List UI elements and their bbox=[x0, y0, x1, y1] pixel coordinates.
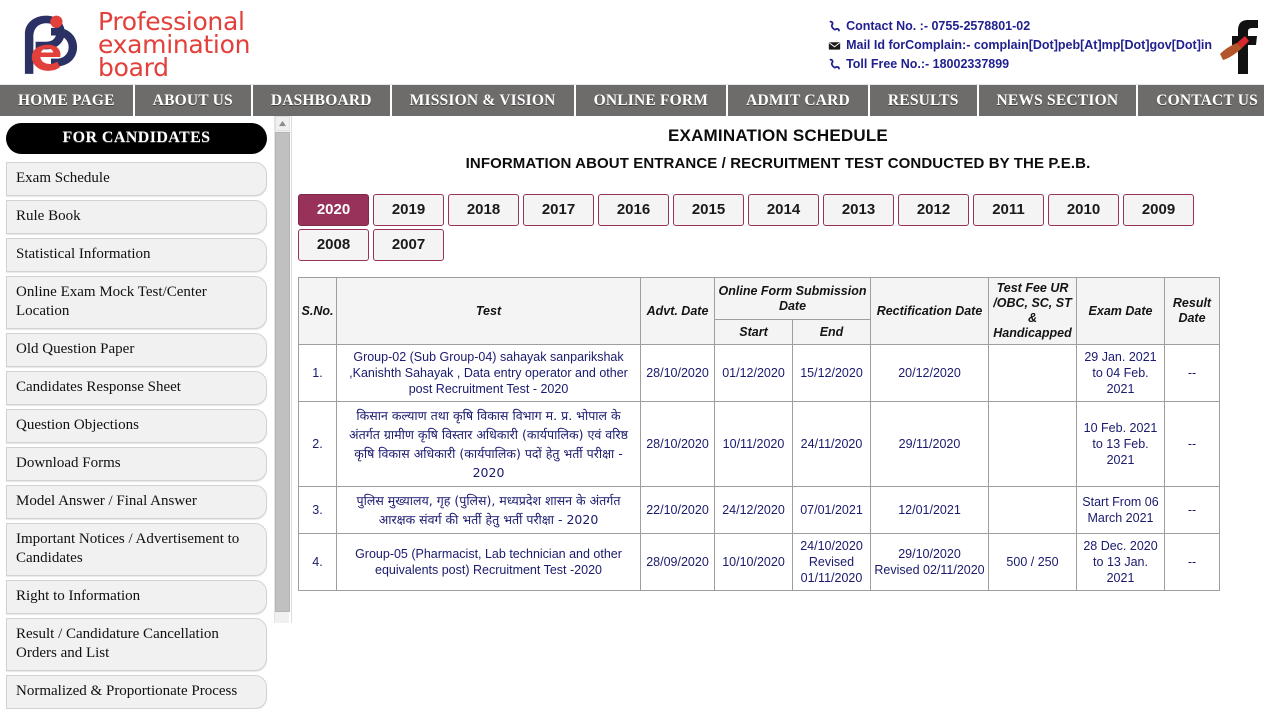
year-tab-2013[interactable]: 2013 bbox=[823, 194, 894, 226]
th-online-form-group: Online Form Submission Date bbox=[715, 278, 871, 320]
year-tab-2008[interactable]: 2008 bbox=[298, 229, 369, 261]
sidebar-item-exam-schedule[interactable]: Exam Schedule bbox=[6, 162, 267, 196]
sidebar-scrollbar[interactable] bbox=[274, 116, 289, 623]
year-tab-2019[interactable]: 2019 bbox=[373, 194, 444, 226]
logo-line-1: Professional bbox=[98, 7, 245, 36]
phone-icon bbox=[828, 20, 841, 33]
year-tab-2020[interactable]: 2020 bbox=[298, 194, 369, 226]
scroll-up-arrow-icon[interactable] bbox=[275, 116, 290, 131]
nav-item-about-us[interactable]: ABOUT US bbox=[135, 85, 253, 116]
th-test: Test bbox=[337, 278, 641, 345]
contact-mail-text: Mail Id forComplain:- complain[Dot]peb[At]mp[Dot]gov[Dot]in bbox=[846, 38, 1212, 52]
year-tab-2011[interactable]: 2011 bbox=[973, 194, 1044, 226]
cell-end: 24/11/2020 bbox=[793, 402, 871, 487]
nav-item-admit-card[interactable]: ADMIT CARD bbox=[728, 85, 870, 116]
table-header-row-1 bbox=[299, 278, 1220, 320]
year-tab-2017[interactable]: 2017 bbox=[523, 194, 594, 226]
cell-test: पुलिस मुख्यालय, गृह (पुलिस), मध्यप्रदेश शासन के अंतर्गत आरक्षक संवर्ग की भर्ती हेतु भर्ती परीक्षा - 2020 bbox=[337, 487, 641, 534]
th-test-fee: Test Fee UR /OBC, SC, ST & Handicapped bbox=[989, 278, 1077, 345]
nav-item-mission-vision[interactable]: MISSION & VISION bbox=[392, 85, 576, 116]
cell-rectification: 29/11/2020 bbox=[871, 402, 989, 487]
mail-icon bbox=[828, 39, 841, 52]
th-exam-date: Exam Date bbox=[1077, 278, 1165, 345]
main-content bbox=[292, 116, 1264, 623]
contact-tollfree-text: Toll Free No.:- 18002337899 bbox=[846, 57, 1010, 71]
cell-sno: 3. bbox=[299, 487, 337, 534]
table-row bbox=[299, 534, 1220, 591]
sidebar-item-old-question-paper[interactable]: Old Question Paper bbox=[6, 333, 267, 367]
cell-sno: 2. bbox=[299, 402, 337, 487]
peb-logo-icon bbox=[12, 11, 90, 77]
site-header bbox=[0, 0, 1264, 85]
cell-test: Group-02 (Sub Group-04) sahayak sanparikshak ,Kanishth Sahayak , Data entry operator and other post Recruitment Test - 2020 bbox=[337, 345, 641, 402]
sidebar-item-right-to-information[interactable]: Right to Information bbox=[6, 580, 267, 614]
contact-phone-text: Contact No. :- 0755-2578801-02 bbox=[846, 19, 1031, 33]
table-row bbox=[299, 487, 1220, 534]
sidebar-item-rule-book[interactable]: Rule Book bbox=[6, 200, 267, 234]
sidebar-item-model-answer[interactable]: Model Answer / Final Answer bbox=[6, 485, 267, 519]
cell-rectification: 20/12/2020 bbox=[871, 345, 989, 402]
cell-start: 10/10/2020 bbox=[715, 534, 793, 591]
sidebar-scrollbar-thumb[interactable] bbox=[275, 132, 290, 612]
th-rectification-date: Rectification Date bbox=[871, 278, 989, 345]
examination-schedule-table bbox=[298, 277, 1220, 591]
year-tab-2012[interactable]: 2012 bbox=[898, 194, 969, 226]
cell-rectification: 12/01/2021 bbox=[871, 487, 989, 534]
sidebar-panel bbox=[0, 116, 292, 699]
contact-info bbox=[828, 17, 1212, 74]
cell-test-fee bbox=[989, 487, 1077, 534]
year-tab-2009[interactable]: 2009 bbox=[1123, 194, 1194, 226]
cell-test: Group-05 (Pharmacist, Lab technician and other equivalents post) Recruitment Test -2020 bbox=[337, 534, 641, 591]
cell-advt-date: 22/10/2020 bbox=[641, 487, 715, 534]
sidebar-item-download-forms[interactable]: Download Forms bbox=[6, 447, 267, 481]
year-tabs[interactable] bbox=[298, 194, 1208, 261]
cell-test-fee bbox=[989, 345, 1077, 402]
contact-phone-line bbox=[828, 17, 1212, 36]
site-logo[interactable] bbox=[12, 7, 251, 82]
cell-result-date: -- bbox=[1165, 402, 1220, 487]
year-tab-2016[interactable]: 2016 bbox=[598, 194, 669, 226]
cell-result-date: -- bbox=[1165, 487, 1220, 534]
th-start: Start bbox=[715, 320, 793, 345]
cell-start: 01/12/2020 bbox=[715, 345, 793, 402]
nav-item-news-section[interactable]: NEWS SECTION bbox=[979, 85, 1139, 116]
cell-exam-date: Start From 06 March 2021 bbox=[1077, 487, 1165, 534]
table-row bbox=[299, 345, 1220, 402]
cell-end: 24/10/2020 Revised 01/11/2020 bbox=[793, 534, 871, 591]
cell-advt-date: 28/09/2020 bbox=[641, 534, 715, 591]
nav-item-online-form[interactable]: ONLINE FORM bbox=[576, 85, 729, 116]
logo-line-3: board bbox=[98, 53, 169, 82]
cell-result-date: -- bbox=[1165, 345, 1220, 402]
sidebar-item-question-objections[interactable]: Question Objections bbox=[6, 409, 267, 443]
cell-start: 24/12/2020 bbox=[715, 487, 793, 534]
cell-start: 10/11/2020 bbox=[715, 402, 793, 487]
phone-icon bbox=[828, 58, 841, 71]
sidebar-item-online-exam-mock-test[interactable]: Online Exam Mock Test/Center Location bbox=[6, 276, 267, 329]
th-sno: S.No. bbox=[299, 278, 337, 345]
sidebar-item-normalized-proportionate-process[interactable]: Normalized & Proportionate Process bbox=[6, 675, 267, 709]
sidebar bbox=[0, 116, 275, 699]
cell-result-date: -- bbox=[1165, 534, 1220, 591]
sidebar-item-important-notices[interactable]: Important Notices / Advertisement to Candidates bbox=[6, 523, 267, 576]
facebook-icon[interactable] bbox=[1218, 14, 1262, 76]
contact-tollfree-line bbox=[828, 55, 1212, 74]
sidebar-item-result-candidature-cancellation[interactable]: Result / Candidature Cancellation Orders and List bbox=[6, 618, 267, 671]
contact-mail-line bbox=[828, 36, 1212, 55]
year-tab-2014[interactable]: 2014 bbox=[748, 194, 819, 226]
nav-item-home-page[interactable]: HOME PAGE bbox=[0, 85, 135, 116]
cell-test-fee: 500 / 250 bbox=[989, 534, 1077, 591]
page-body bbox=[0, 116, 1264, 699]
nav-item-contact-us[interactable]: CONTACT US bbox=[1156, 91, 1259, 109]
nav-item-dashboard[interactable]: DASHBOARD bbox=[253, 85, 392, 116]
page-subtitle: INFORMATION ABOUT ENTRANCE / RECRUITMENT TEST CONDUCTED BY THE P.E.B. bbox=[465, 155, 1091, 172]
cell-exam-date: 28 Dec. 2020 to 13 Jan. 2021 bbox=[1077, 534, 1165, 591]
table-header bbox=[299, 278, 1220, 345]
sidebar-title: FOR CANDIDATES bbox=[6, 123, 267, 154]
sidebar-item-statistical-information[interactable]: Statistical Information bbox=[6, 238, 267, 272]
page-title: EXAMINATION SCHEDULE bbox=[668, 126, 888, 145]
cell-exam-date: 29 Jan. 2021 to 04 Feb. 2021 bbox=[1077, 345, 1165, 402]
cell-sno: 4. bbox=[299, 534, 337, 591]
th-result-date: Result Date bbox=[1165, 278, 1220, 345]
schedule-table-wrap bbox=[298, 277, 1220, 591]
th-end: End bbox=[793, 320, 871, 345]
cell-test: किसान कल्याण तथा कृषि विकास विभाग म. प्र. भोपाल के अंतर्गत ग्रामीण कृषि विस्तार अधिकारी (कार्यपालिक) एवं वरिष्ठ कृषि विकास अधिकारी (कार्यपालिक) पदों हेतु भर्ती परीक्षा - 2020 bbox=[337, 402, 641, 487]
nav-item-results[interactable]: RESULTS bbox=[870, 85, 979, 116]
sidebar-item-candidates-response-sheet[interactable]: Candidates Response Sheet bbox=[6, 371, 267, 405]
cell-advt-date: 28/10/2020 bbox=[641, 345, 715, 402]
main-navigation[interactable] bbox=[0, 85, 1264, 116]
year-tab-2010[interactable]: 2010 bbox=[1048, 194, 1119, 226]
th-advt-date: Advt. Date bbox=[641, 278, 715, 345]
table-row bbox=[299, 402, 1220, 487]
year-tab-2018[interactable]: 2018 bbox=[448, 194, 519, 226]
table-body bbox=[299, 345, 1220, 591]
logo-line-2: examination bbox=[98, 30, 251, 59]
year-tab-2015[interactable]: 2015 bbox=[673, 194, 744, 226]
cell-exam-date: 10 Feb. 2021 to 13 Feb. 2021 bbox=[1077, 402, 1165, 487]
cell-rectification: 29/10/2020 Revised 02/11/2020 bbox=[871, 534, 989, 591]
year-tab-2007[interactable]: 2007 bbox=[373, 229, 444, 261]
cell-end: 07/01/2021 bbox=[793, 487, 871, 534]
cell-test-fee bbox=[989, 402, 1077, 487]
cell-end: 15/12/2020 bbox=[793, 345, 871, 402]
logo-wordmark bbox=[98, 7, 251, 82]
cell-sno: 1. bbox=[299, 345, 337, 402]
cell-advt-date: 28/10/2020 bbox=[641, 402, 715, 487]
